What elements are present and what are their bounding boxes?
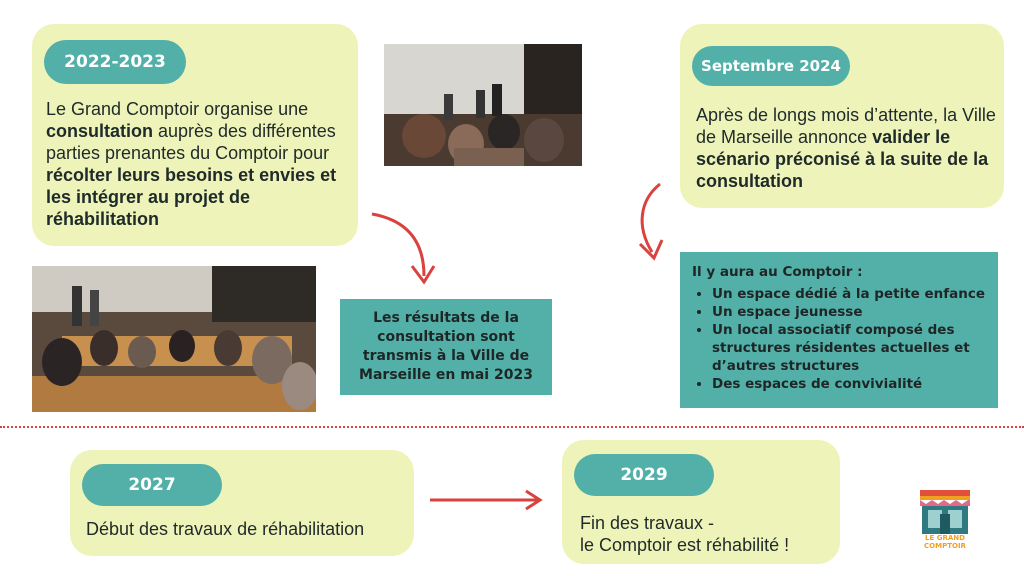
results-text: Les résultats de la consultation sont transmis à la Ville de Marseille en mai 2023 bbox=[359, 310, 533, 383]
text-part: Après de longs mois d’attente, la Ville de Marseille annonce bbox=[696, 105, 996, 147]
text-bold: valider le scénario préconisé à la suite de la consultation bbox=[696, 127, 989, 191]
card-septembre-2024 bbox=[680, 24, 1004, 208]
card-2029-line1: Fin des travaux - bbox=[580, 513, 715, 533]
comptoir-title: Il y aura au Comptoir : bbox=[692, 264, 863, 280]
meeting-photo-top bbox=[384, 44, 582, 166]
list-item: • Un espace jeunesse bbox=[712, 303, 986, 321]
badge-2029: 2029 bbox=[574, 454, 714, 496]
meeting-photo-icon bbox=[32, 266, 316, 412]
card-2029 bbox=[562, 440, 840, 564]
curved-arrow-icon bbox=[366, 206, 446, 296]
logo-line1: LE GRAND bbox=[925, 534, 965, 542]
card-2029-line2: le Comptoir est réhabilité ! bbox=[580, 535, 790, 555]
text-part: auprès des différentes parties prenantes du Comptoir pour bbox=[46, 121, 336, 163]
card-2022-2023 bbox=[32, 24, 358, 246]
list-item: • Un espace dédié à la petite enfance bbox=[712, 285, 986, 303]
list-item: • Des espaces de convivialité bbox=[712, 375, 986, 393]
card-2029-text bbox=[580, 512, 836, 556]
logo bbox=[918, 490, 972, 552]
grand-comptoir-logo-icon bbox=[918, 490, 972, 534]
card-2022-text bbox=[46, 98, 350, 230]
badge-septembre-2024: Septembre 2024 bbox=[692, 46, 850, 86]
meeting-photo-bottom bbox=[32, 266, 316, 412]
text-bold: consultation bbox=[46, 121, 153, 141]
text-bold: récolter leurs besoins et envies et les intégrer au projet de réhabilitation bbox=[46, 165, 337, 229]
card-2024-text bbox=[696, 104, 1000, 192]
badge-2027: 2027 bbox=[82, 464, 222, 506]
card-2027 bbox=[70, 450, 414, 556]
results-box bbox=[340, 299, 552, 395]
list-item: • Un local associatif composé des structures résidentes actuelles et d’autres structures bbox=[712, 321, 986, 375]
logo-line2: COMPTOIR bbox=[924, 542, 966, 550]
text-part: Le Grand Comptoir organise une bbox=[46, 99, 309, 119]
comptoir-list bbox=[692, 285, 986, 393]
separator-line bbox=[0, 426, 1024, 428]
card-2027-text: Début des travaux de réhabilitation bbox=[86, 519, 365, 539]
meeting-photo-icon bbox=[384, 44, 582, 166]
arrow-right-icon bbox=[428, 488, 546, 512]
badge-2022-2023: 2022-2023 bbox=[44, 40, 186, 84]
comptoir-box bbox=[680, 252, 998, 408]
